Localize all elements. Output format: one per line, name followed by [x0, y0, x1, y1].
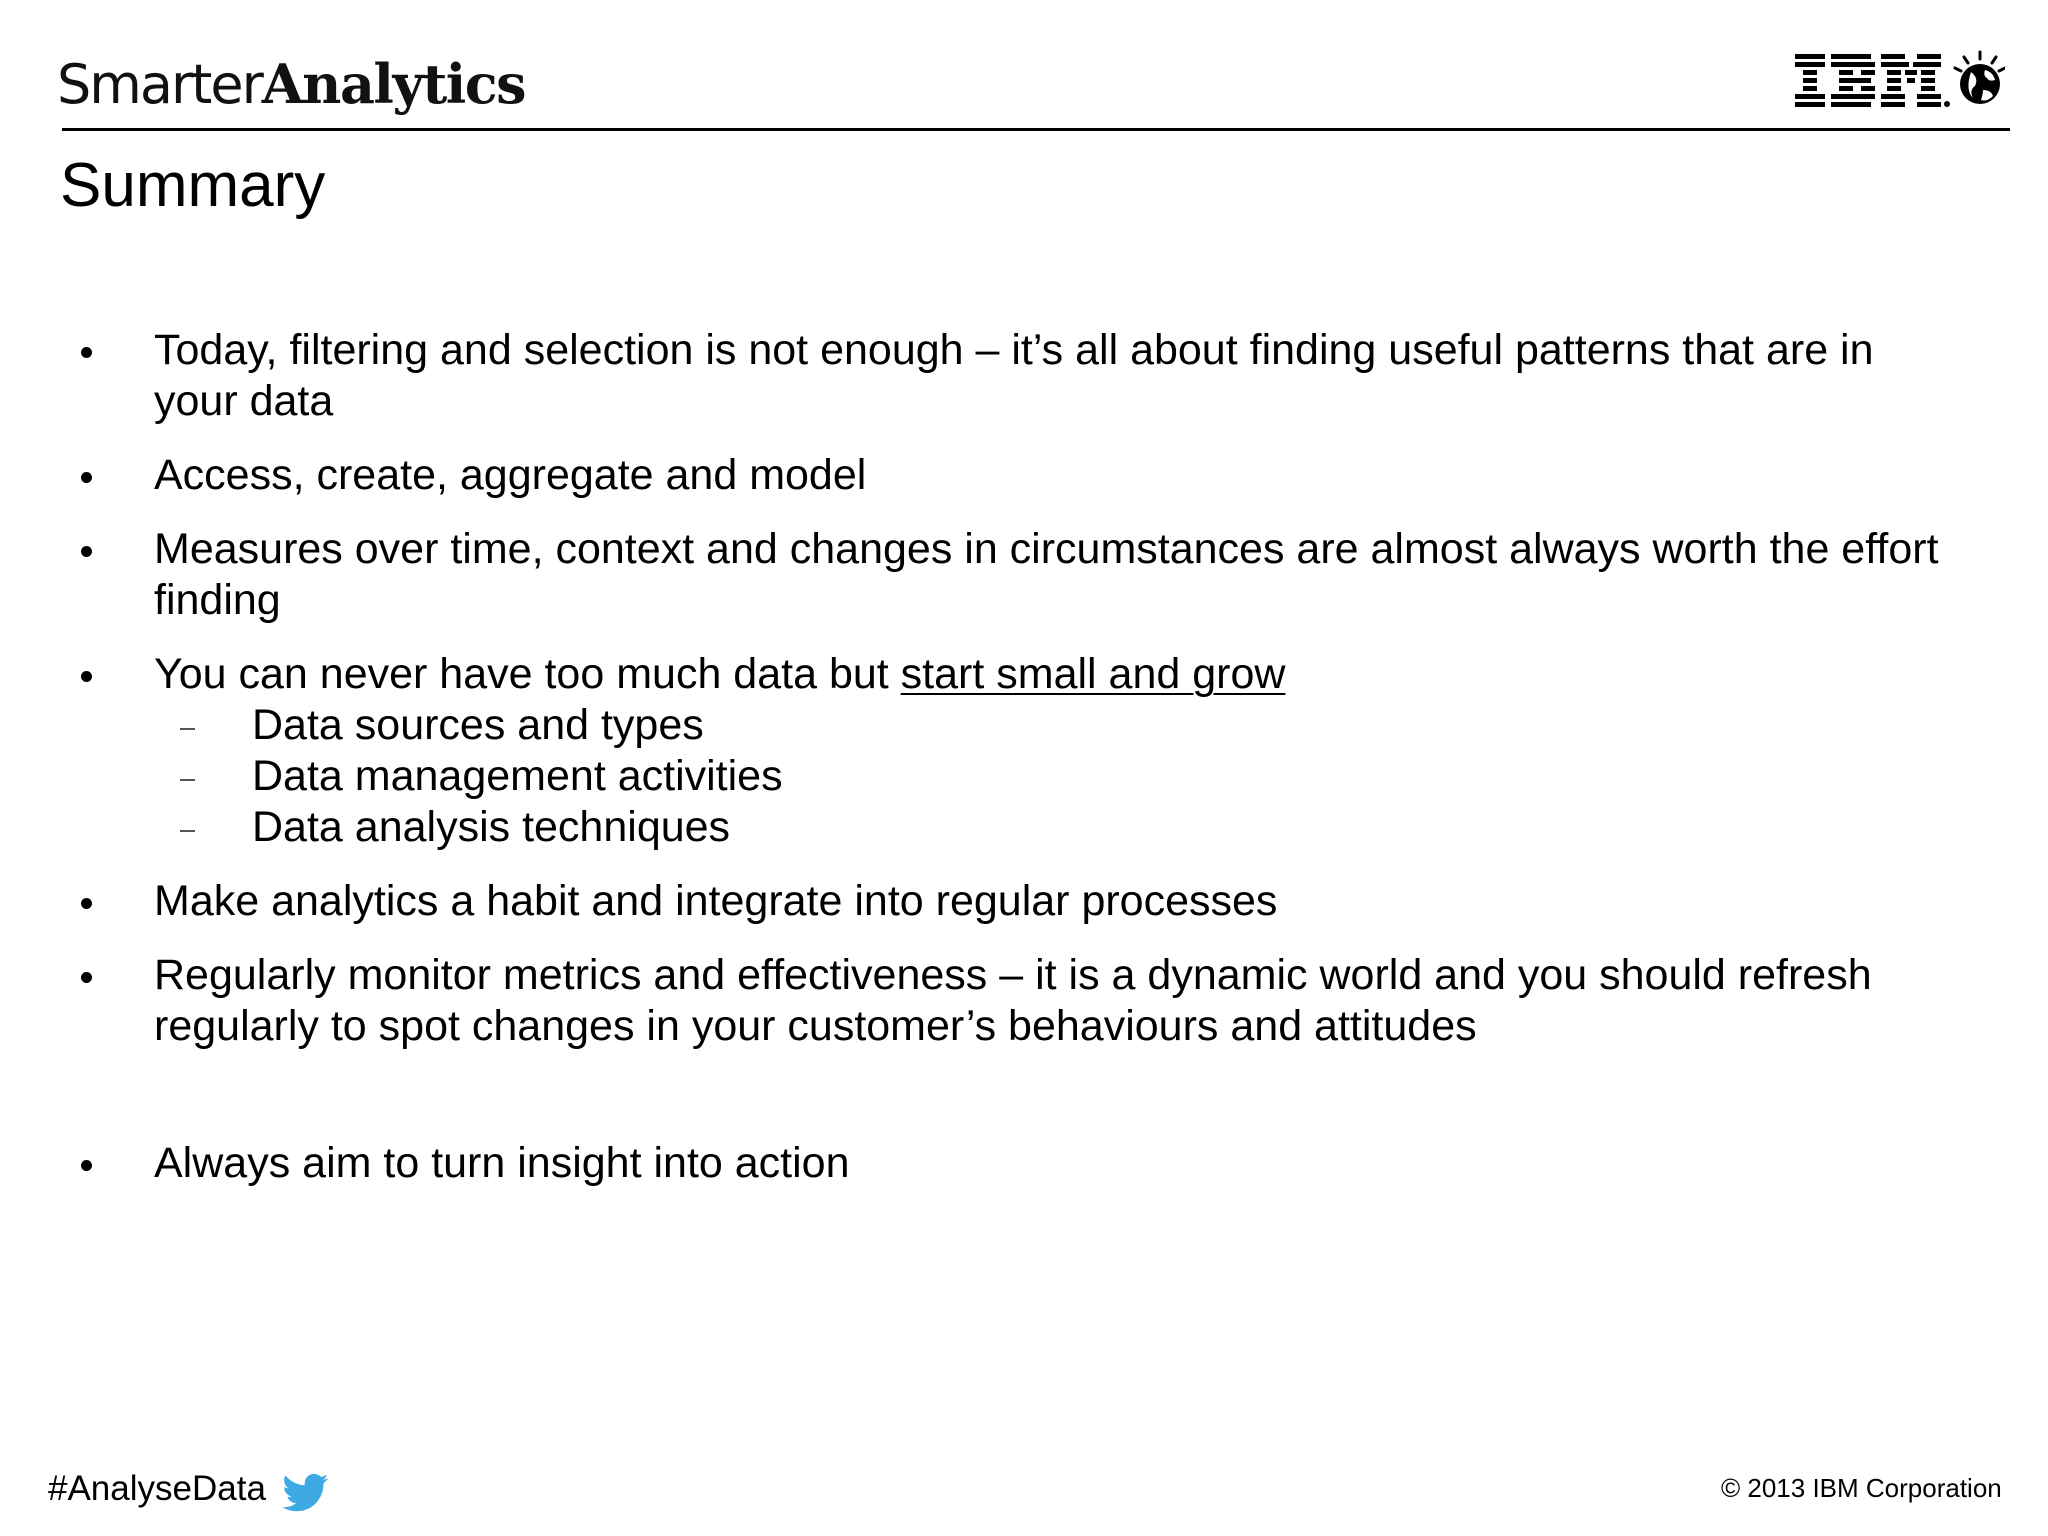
- bullet-dot-icon: [81, 898, 92, 909]
- sub-bullet-text: Data analysis techniques: [252, 803, 731, 851]
- twitter-bird-icon: [283, 1473, 329, 1513]
- bullet-item: [0, 450, 2048, 501]
- sub-bullet-text: Data management activities: [252, 752, 783, 800]
- bullet-dot-icon: [81, 347, 92, 358]
- logo-text-light: Smarter: [57, 53, 262, 116]
- sub-bullet-item: [0, 751, 2048, 802]
- bullet-text: Make analytics a habit and integrate into regular processes: [154, 877, 1278, 925]
- ibm-logo-icon: [1795, 50, 2005, 112]
- bullet-dot-icon: [81, 972, 92, 983]
- smarter-planet-globe-icon: [1955, 52, 2005, 104]
- smarter-analytics-logo: [57, 52, 525, 117]
- bullet-dot-icon: [81, 546, 92, 557]
- sub-bullet-item: [0, 700, 2048, 751]
- header-divider: [62, 128, 2010, 131]
- bullet-item: [0, 524, 2048, 626]
- bullet-dot-icon: [81, 1160, 92, 1171]
- bullet-text: Measures over time, context and changes in circumstances are almost always worth the effort finding: [154, 525, 1939, 624]
- bullet-text: Access, create, aggregate and model: [154, 451, 867, 499]
- sub-bullet-dash-icon: [180, 728, 195, 730]
- sub-bullet-item: [0, 802, 2048, 853]
- bullet-item: [0, 325, 2048, 427]
- bullet-item: [0, 1138, 2048, 1189]
- logo-text-bold: Analytics: [261, 52, 526, 116]
- bullet-text: Always aim to turn insight into action: [154, 1139, 850, 1187]
- bullet-item: [0, 876, 2048, 927]
- bullet-text-plain: You can never have too much data but: [154, 650, 901, 698]
- sub-bullet-dash-icon: [180, 830, 195, 832]
- bullet-text: Today, filtering and selection is not enough – it’s all about finding useful patterns that are in your data: [154, 326, 1874, 425]
- sub-bullet-text: Data sources and types: [252, 701, 704, 749]
- bullet-text: [154, 649, 1964, 700]
- copyright-notice: © 2013 IBM Corporation: [1721, 1473, 2002, 1503]
- bullet-dot-icon: [81, 472, 92, 483]
- bullet-item: [0, 649, 2048, 700]
- bullet-text: Regularly monitor metrics and effectiveness – it is a dynamic world and you should refresh regularly to spot changes in your customer’s behaviours and attitudes: [154, 951, 1872, 1050]
- slide-content: [0, 325, 2048, 1189]
- bullet-dot-icon: [81, 671, 92, 682]
- sub-bullet-dash-icon: [180, 779, 195, 781]
- bullet-item: [0, 950, 2048, 1052]
- slide-title: Summary: [60, 151, 326, 220]
- bullet-text-underlined: start small and grow: [900, 650, 1286, 698]
- hashtag-label: #AnalyseData: [48, 1469, 266, 1508]
- ibm-striped-letters: [1795, 54, 1950, 107]
